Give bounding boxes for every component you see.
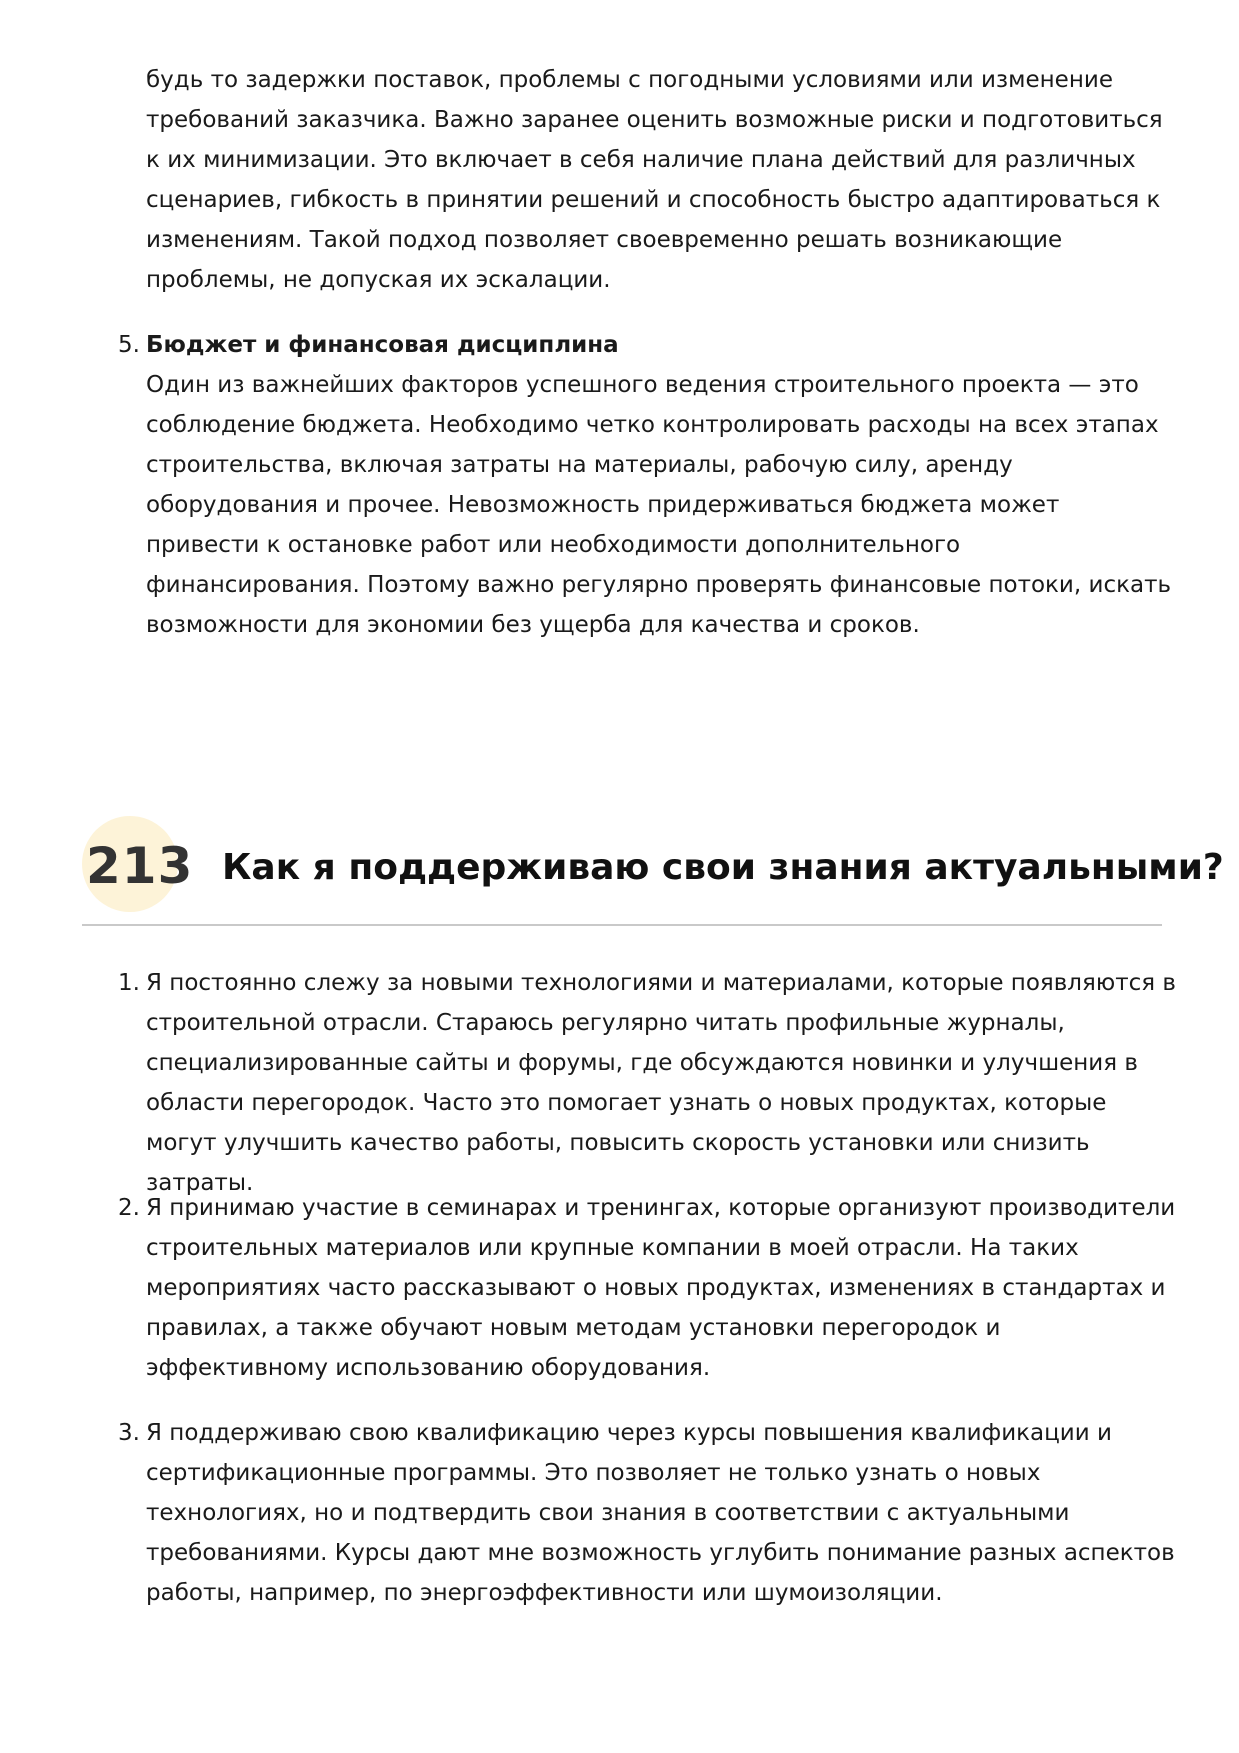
list-item: Я постоянно слежу за новыми технологиями и материалами, которые появляются в строительной отрасли. Стараюсь регулярно читать профильные журналы, специализированные сайты и форумы, где обсуждаются новинки и улучшения в области перегородок. Часто это помогает узнать о новых продуктах, которые могут улучшить качество работы, повысить скорость установки или снизить затраты.: [146, 970, 1176, 1196]
section-number: 213: [86, 837, 194, 895]
list-item-title: Бюджет и финансовая дисциплина: [146, 332, 619, 358]
list-item-text: Один из важнейших факторов успешного ведения строительного проекта — это соблюдение бюджета. Необходимо четко контролировать расходы на всех этапах строительства, включая затраты на материалы, рабочую силу, аренду оборудования и прочее. Невозможность придерживаться бюджета может привести к остановке работ или необходимости дополнительного финансирования. Поэтому важно регулярно проверять финансовые потоки, искать возможности для экономии без ущерба для качества и сроков.: [146, 372, 1172, 638]
continuation-paragraph: будь то задержки поставок, проблемы с погодными условиями или изменение требований заказчика. Важно заранее оценить возможные риски и подготовиться к их минимизации. Это включает в себя наличие плана действий для различных сценариев, гибкость в принятии решений и способность быстро адаптироваться к изменениям. Такой подход позволяет своевременно решать возникающие проблемы, не допуская их эскалации.: [146, 67, 1163, 293]
list-item-number: 3.: [118, 1420, 140, 1446]
section-header: [82, 808, 1224, 928]
section-title: Как я поддерживаю свои знания актуальными?: [222, 847, 1224, 888]
list-item: Я принимаю участие в семинарах и тренингах, которые организуют производители строительных материалов или крупные компании в моей отрасли. На таких мероприятиях часто рассказывают о новых продуктах, изменениях в стандартах и правилах, а также обучают новым методам установки перегородок и эффективному использованию оборудования.: [146, 1195, 1176, 1381]
section-divider: [82, 924, 1162, 926]
list-item-number: 2.: [118, 1195, 140, 1221]
list-item-budget: [146, 325, 1176, 645]
list-item-number: 1.: [118, 970, 140, 996]
list-item-number: 5.: [118, 332, 140, 358]
list-item: Я поддерживаю свою квалификацию через курсы повышения квалификации и сертификационные программы. Это позволяет не только узнать о новых технологиях, но и подтвердить свои знания в соответствии с актуальными требованиями. Курсы дают мне возможность углубить понимание разных аспектов работы, например, по энергоэффективности или шумоизоляции.: [146, 1420, 1175, 1606]
